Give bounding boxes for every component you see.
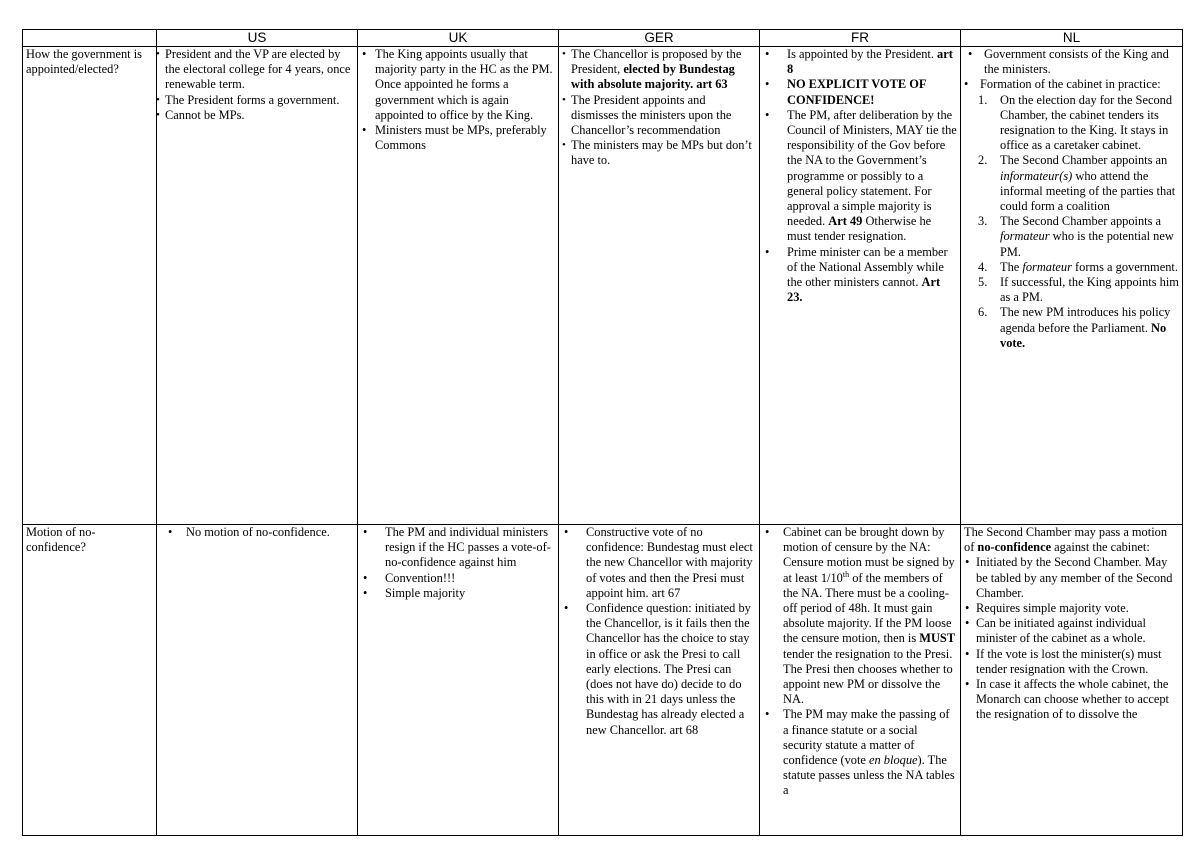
list-item: • Government consists of the King and the ministers. <box>984 47 1179 77</box>
list-item: • The King appoints usually that majority party in the HC as the PM. Once appointed he forms a government which is again appointed to office by the King. <box>375 47 555 123</box>
list-item: • The President forms a government. <box>165 93 354 108</box>
row-label-appointment: How the government is appointed/elected? <box>23 47 157 525</box>
nl-appointment-cell <box>961 47 1183 525</box>
ger-no-confidence-list <box>562 525 756 738</box>
list-item: 3. The Second Chamber appoints a formateur who is the potential new PM. <box>978 214 1174 259</box>
list-item: 2. The Second Chamber appoints an informateur(s) who attend the informal meeting of the parties that could form a coalition <box>978 153 1176 214</box>
list-item: 6. The new PM introduces his policy agenda before the Parliament. No vote. <box>978 305 1171 350</box>
nl-formation-steps <box>964 93 1179 351</box>
list-item: • The PM and individual ministers resign if the HC passes a vote-of-no-confidence against him <box>385 525 555 571</box>
list-item: • Simple majority <box>385 586 555 601</box>
list-item: • If the vote is lost the minister(s) must tender resignation with the Crown. <box>976 647 1179 677</box>
list-item: • The PM, after deliberation by the Council of Ministers, MAY tie the responsibility of the Gov before the NA to the Government’s programme or possibly to a general policy statement. For approval a simple majority is needed. Art 49 Otherwise he must tender resignation. <box>787 108 957 245</box>
list-item: 1. On the election day for the Second Chamber, the cabinet tenders its resignation to the King. It stays in office as a caretaker cabinet. <box>978 92 1173 153</box>
list-item: • NO EXPLICIT VOTE OF CONFIDENCE! <box>787 77 957 107</box>
fr-appointment-list <box>763 47 957 305</box>
list-item: • Is appointed by the President. art 8 <box>787 47 957 77</box>
list-item: • The Chancellor is proposed by the President, elected by Bundestag with absolute majority. art 63 <box>571 47 756 93</box>
ger-appointment-list <box>559 47 756 169</box>
list-item: • Initiated by the Second Chamber. May be tabled by any member of the Second Chamber. <box>976 555 1179 601</box>
us-appointment-cell <box>157 47 358 525</box>
us-appointment-list <box>157 47 354 123</box>
list-item: • The President appoints and dismisses the ministers upon the Chancellor’s recommendation <box>571 93 756 139</box>
uk-no-confidence-list <box>361 525 555 601</box>
list-item: • President and the VP are elected by the electoral college for 4 years, once renewable term. <box>165 47 354 93</box>
list-item: • Cannot be MPs. <box>165 108 354 123</box>
header-uk: UK <box>358 30 559 47</box>
header-nl: NL <box>961 30 1183 47</box>
fr-no-confidence-list <box>763 525 957 799</box>
list-item: • In case it affects the whole cabinet, the Monarch can choose whether to accept the resignation of to dissolve the <box>976 677 1179 723</box>
list-item: • Prime minister can be a member of the National Assembly while the other ministers cannot. Art 23. <box>787 245 957 306</box>
fr-appointment-cell <box>760 47 961 525</box>
row-no-confidence <box>23 525 1183 836</box>
list-item: • Requires simple majority vote. <box>976 601 1179 616</box>
row-appointment <box>23 47 1183 525</box>
list-item: • Constructive vote of no confidence: Bundestag must elect the new Chancellor with majority of votes and then the Presi must appoint him. art 67 <box>586 525 756 601</box>
comparison-table <box>22 29 1183 836</box>
list-item: • Ministers must be MPs, preferably Commons <box>375 123 555 153</box>
list-item: • No motion of no-confidence. <box>186 525 354 540</box>
row-label-no-confidence: Motion of no-confidence? <box>23 525 157 836</box>
us-no-confidence-list <box>160 525 354 540</box>
list-item: • The ministers may be MPs but don’t have to. <box>571 138 756 168</box>
list-item: • Confidence question: initiated by the Chancellor, is it fails then the Chancellor has the choice to stay in office or ask the Presi to call early elections. The Presi can (does not have do) decide to do this with in 21 days unless the Bundestag has already elected a new Chancellor. art 68 <box>586 601 756 738</box>
header-us: US <box>157 30 358 47</box>
nl-appointment-list <box>964 47 1179 93</box>
fr-no-confidence-cell <box>760 525 961 836</box>
ger-appointment-cell <box>559 47 760 525</box>
ger-no-confidence-cell <box>559 525 760 836</box>
header-ger: GER <box>559 30 760 47</box>
nl-no-confidence-cell <box>961 525 1183 836</box>
uk-no-confidence-cell <box>358 525 559 836</box>
uk-appointment-cell <box>358 47 559 525</box>
nl-no-confidence-list <box>964 555 1179 722</box>
list-item: 4. The formateur forms a government. <box>978 259 1178 274</box>
list-item: • Cabinet can be brought down by motion of censure by the NA: Censure motion must be signed by at least 1/10th of the members of the NA. There must be a cooling-off period of 48h. It must gain absolute majority. If the PM loose the censure motion, then is MUST tender the resignation to the Presi. The Presi then chooses whether to appoint new PM or dissolve the NA. <box>783 525 957 707</box>
list-item: • Formation of the cabinet in practice: <box>980 77 1179 92</box>
nl-no-confidence-intro: The Second Chamber may pass a motion of no-confidence against the cabinet: <box>964 525 1168 555</box>
header-fr: FR <box>760 30 961 47</box>
list-item: • The PM may make the passing of a finance statute or a social security statute a matter of confidence (vote en bloque). The statute passes unless the NA tables a <box>783 707 957 798</box>
list-item: 5. If successful, the King appoints him as a PM. <box>978 275 1179 305</box>
uk-appointment-list <box>361 47 555 153</box>
header-empty <box>23 30 157 47</box>
us-no-confidence-cell <box>157 525 358 836</box>
list-item: • Convention!!! <box>385 571 555 586</box>
header-row <box>23 30 1183 47</box>
list-item: • Can be initiated against individual minister of the cabinet as a whole. <box>976 616 1179 646</box>
